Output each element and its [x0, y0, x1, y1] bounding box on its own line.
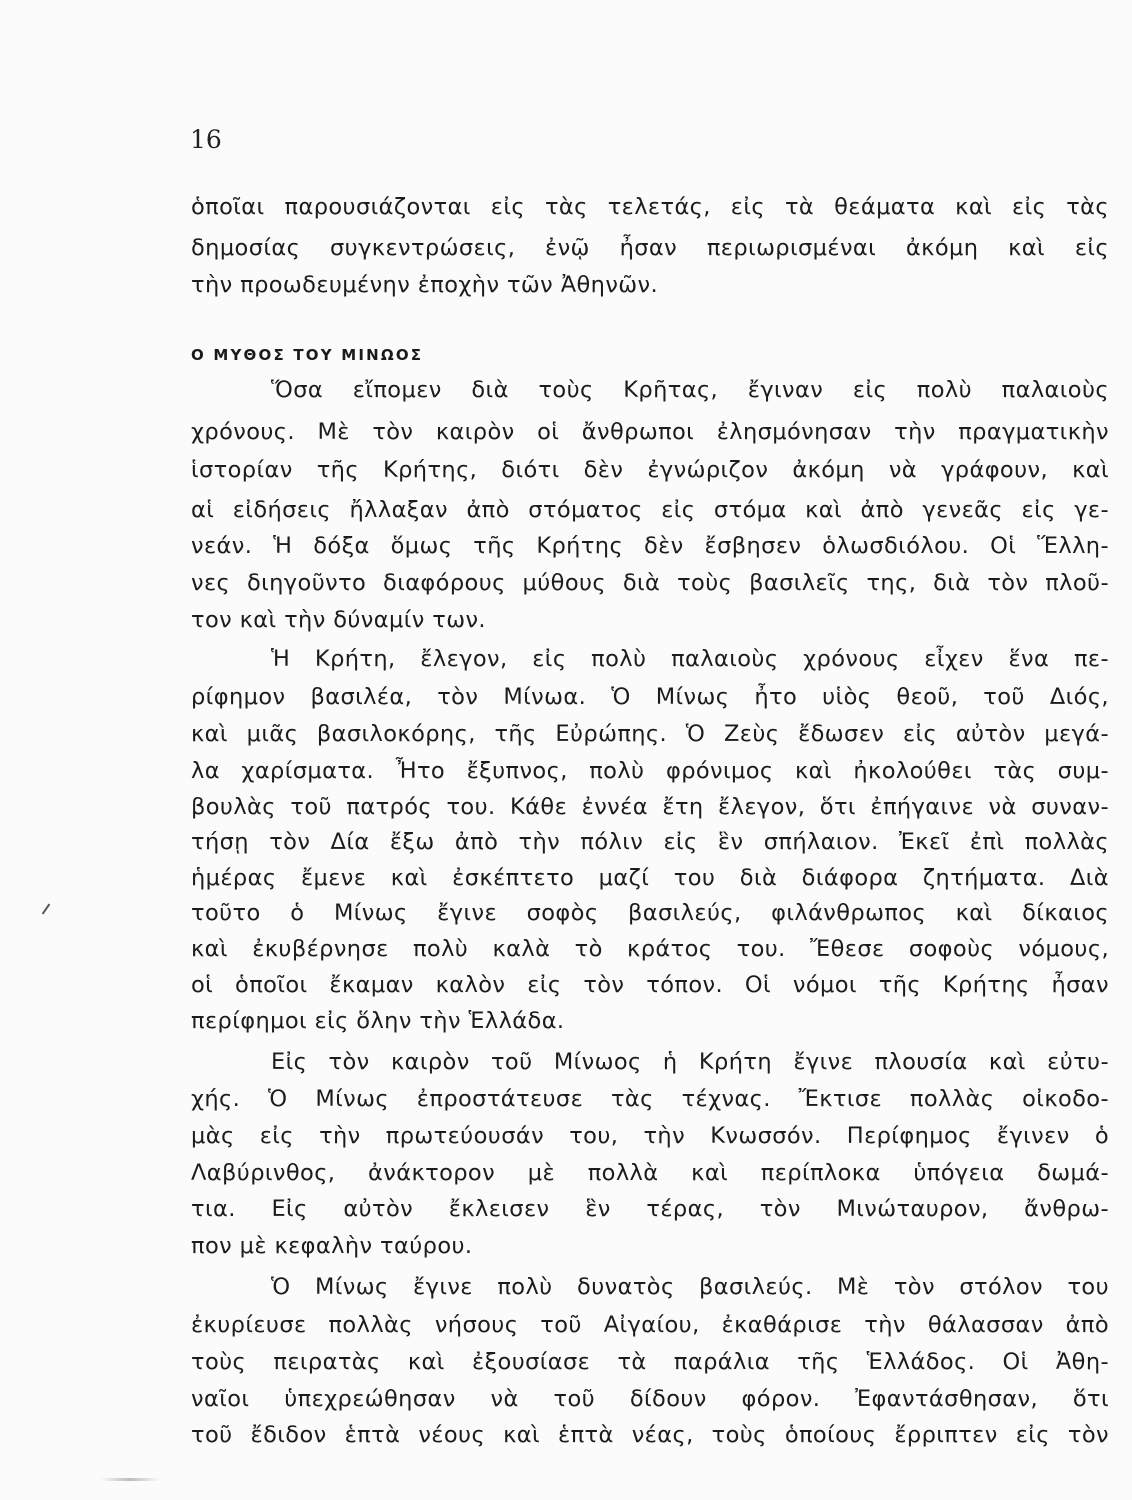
- paragraph-line: ἐκυρίευσε πολλὰς νήσους τοῦ Αἰγαίου, ἐκαθάρισε τὴν θάλασσαν ἀπὸ: [191, 1312, 1109, 1338]
- page-number: 16: [190, 125, 222, 154]
- paragraph-line: λα χαρίσματα. Ἦτο ἔξυπνος, πολὺ φρόνιμος καὶ ἠκολούθει τὰς συμ-: [191, 758, 1109, 784]
- paragraph-line: χής. Ὁ Μίνως ἐπροστάτευσε τὰς τέχνας. Ἔκτισε πολλὰς οἰκοδο-: [191, 1086, 1109, 1112]
- paragraph-line: Ὅσα εἴπομεν διὰ τοὺς Κρῆτας, ἔγιναν εἰς πολὺ παλαιοὺς: [271, 377, 1109, 403]
- paragraph-line: περίφημοι εἰς ὅλην τὴν Ἑλλάδα.: [191, 1008, 565, 1034]
- paragraph-line: πον μὲ κεφαλὴν ταύρου.: [191, 1233, 473, 1259]
- paragraph-line: ἡμέρας ἔμενε καὶ ἐσκέπτετο μαζί του διὰ διάφορα ζητήματα. Διὰ: [191, 865, 1109, 891]
- intro-line: ὁποῖαι παρουσιάζονται εἰς τὰς τελετάς, εἰς τὰ θεάματα καὶ εἰς τὰς: [191, 194, 1109, 220]
- paragraph-line: μὰς εἰς τὴν πρωτεύουσάν του, τὴν Κνωσσόν. Περίφημος ἔγινεν ὁ: [191, 1123, 1109, 1149]
- intro-line: δημοσίας συγκεντρώσεις, ἐνῷ ἦσαν περιωρισμέναι ἀκόμη καὶ εἰς: [191, 235, 1109, 261]
- intro-line: τὴν προωδευμένην ἐποχὴν τῶν Ἀθηνῶν.: [191, 272, 659, 298]
- paragraph-line: αἱ εἰδήσεις ἤλλαξαν ἀπὸ στόματος εἰς στόμα καὶ ἀπὸ γενεᾶς εἰς γε-: [191, 497, 1109, 523]
- section-heading: Ο ΜΥΘΟΣ ΤΟΥ ΜΙΝΩΟΣ: [191, 346, 424, 364]
- paragraph-line: τον καὶ τὴν δύναμίν των.: [191, 607, 486, 633]
- margin-pencil-mark: [42, 904, 51, 915]
- paragraph-line: καὶ ἐκυβέρνησε πολὺ καλὰ τὸ κράτος του. Ἔθεσε σοφοὺς νόμους,: [191, 936, 1109, 962]
- paragraph-line: καὶ μιᾶς βασιλοκόρης, τῆς Εὐρώπης. Ὁ Ζεὺς ἔδωσεν εἰς αὐτὸν μεγά-: [191, 721, 1109, 747]
- page-edge-shadow: [100, 1478, 160, 1481]
- paragraph-line: Ὁ Μίνως ἔγινε πολὺ δυνατὸς βασιλεύς. Μὲ τὸν στόλον του: [271, 1274, 1109, 1300]
- paragraph-line: βουλὰς τοῦ πατρός του. Κάθε ἐννέα ἔτη ἔλεγον, ὅτι ἐπήγαινε νὰ συναν-: [191, 794, 1109, 820]
- paragraph-line: τοὺς πειρατὰς καὶ ἐξουσίασε τὰ παράλια τῆς Ἑλλάδος. Οἱ Ἀθη-: [191, 1349, 1109, 1375]
- paragraph-line: τια. Εἰς αὐτὸν ἔκλεισεν ἓν τέρας, τὸν Μινώταυρον, ἄνθρω-: [191, 1196, 1109, 1222]
- paragraph-line: Ἡ Κρήτη, ἔλεγον, εἰς πολὺ παλαιοὺς χρόνους εἶχεν ἕνα πε-: [271, 646, 1109, 672]
- paragraph-line: ρίφημον βασιλέα, τὸν Μίνωα. Ὁ Μίνως ἦτο υἱὸς θεοῦ, τοῦ Διός,: [191, 684, 1109, 710]
- paragraph-line: ἱστορίαν τῆς Κρήτης, διότι δὲν ἐγνώριζον ἀκόμη νὰ γράφουν, καὶ: [191, 457, 1109, 483]
- paragraph-line: οἱ ὁποῖοι ἔκαμαν καλὸν εἰς τὸν τόπον. Οἱ νόμοι τῆς Κρήτης ἦσαν: [191, 972, 1109, 998]
- paragraph-line: Εἰς τὸν καιρὸν τοῦ Μίνωος ἡ Κρήτη ἔγινε πλουσία καὶ εὐτυ-: [271, 1049, 1109, 1075]
- paragraph-line: τήσῃ τὸν Δία ἔξω ἀπὸ τὴν πόλιν εἰς ἓν σπήλαιον. Ἐκεῖ ἐπὶ πολλὰς: [191, 829, 1109, 855]
- paragraph-line: τοῦ ἔδιδον ἑπτὰ νέους καὶ ἑπτὰ νέας, τοὺς ὁποίους ἔρριπτεν εἰς τὸν: [191, 1422, 1109, 1448]
- paragraph-line: χρόνους. Μὲ τὸν καιρὸν οἱ ἄνθρωποι ἐλησμόνησαν τὴν πραγματικὴν: [191, 419, 1109, 445]
- paragraph-line: νεάν. Ἡ δόξα ὅμως τῆς Κρήτης δὲν ἔσβησεν ὁλωσδιόλου. Οἱ Ἕλλη-: [191, 533, 1109, 559]
- paragraph-line: Λαβύρινθος, ἀνάκτορον μὲ πολλὰ καὶ περίπλοκα ὑπόγεια δωμά-: [191, 1160, 1109, 1186]
- paragraph-line: ναῖοι ὑπεχρεώθησαν νὰ τοῦ δίδουν φόρον. Ἐφαντάσθησαν, ὅτι: [191, 1386, 1109, 1412]
- paragraph-line: τοῦτο ὁ Μίνως ἔγινε σοφὸς βασιλεύς, φιλάνθρωπος καὶ δίκαιος: [191, 900, 1109, 926]
- paragraph-line: νες διηγοῦντο διαφόρους μύθους διὰ τοὺς βασιλεῖς της, διὰ τὸν πλοῦ-: [191, 570, 1109, 596]
